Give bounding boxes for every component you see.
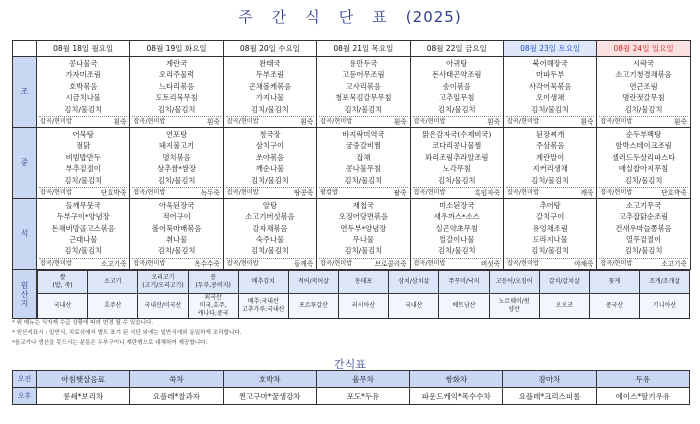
rice-option: 잡곡/현미밥 xyxy=(506,259,539,267)
meal-label xyxy=(13,198,37,269)
title-char: 단 xyxy=(338,8,355,26)
dish-item: 순두부백탕 xyxy=(625,129,662,139)
dish-item: 알탕 xyxy=(262,200,278,210)
porridge-option: 브로콜리죽 xyxy=(374,259,407,268)
dish-item: 계란국 xyxy=(166,59,188,68)
menu-cell xyxy=(130,127,223,198)
weekday-label: 토요일 xyxy=(558,44,581,53)
origin-names xyxy=(38,270,690,293)
rice-row xyxy=(132,187,220,197)
date-header-4 xyxy=(317,41,410,57)
rice-row xyxy=(319,187,407,197)
dish-item: 돈채비망골고스볶음 xyxy=(51,223,115,233)
page-title xyxy=(0,6,700,27)
dish-item: 김치/물김치 xyxy=(64,246,103,256)
dish-item: 들깨무뭇국 xyxy=(65,200,101,210)
weekday-label: 일요일 xyxy=(651,44,674,53)
date-header-1 xyxy=(37,41,130,57)
porridge-option: 야채죽 xyxy=(574,259,594,268)
origin-item-name: 쌀 (밥, 죽) xyxy=(38,270,88,293)
rice-row xyxy=(599,116,687,126)
menu-cell xyxy=(410,57,503,128)
dish-item: 삼치구이 xyxy=(255,141,285,151)
dish-item: 고사리볶음 xyxy=(345,81,381,91)
porridge-option: 흰죽 xyxy=(673,117,687,126)
dish-item: 가자미조림 xyxy=(65,70,101,80)
rice-row xyxy=(506,187,594,197)
dish-item: 김치/물김치 xyxy=(531,104,569,114)
dish-item: 돼지불고기 xyxy=(158,141,195,151)
menu-cell xyxy=(317,198,410,269)
porridge-option: 흰죽 xyxy=(393,117,407,126)
dish-item: 잡채 xyxy=(356,152,371,162)
dish-item: 오징어당면볶음 xyxy=(338,212,389,222)
dish-item: 김치/물김치 xyxy=(64,175,103,185)
origin-values xyxy=(38,293,690,318)
note-line: * 원산지표시 : 일반식, 치료식에서 별도 표기 된 식단 외에는 일반식에와 동일하게 조리합니다. xyxy=(12,330,242,336)
origin-item-value: 배추:국내산 고추가루:국내산 xyxy=(238,293,288,318)
rice-option: 잡곡/현미밥 xyxy=(413,259,446,267)
menu-cell xyxy=(317,57,410,128)
rice-option: 잡곡/현미밥 xyxy=(226,259,259,267)
rice-row xyxy=(413,258,501,268)
dish-item: 사각어묵볶음 xyxy=(529,81,572,91)
origin-table xyxy=(37,270,690,319)
rice-option: 잡곡/현미밥 xyxy=(40,117,72,125)
menu-cell xyxy=(37,198,130,269)
snack-morning-item: 아침햇살음료 xyxy=(37,371,130,388)
rice-row xyxy=(319,116,407,126)
dish-item: 느타리볶음 xyxy=(158,81,195,91)
origin-item-value: 베트남산 xyxy=(439,293,489,318)
snack-table xyxy=(12,370,690,405)
dish-item: 고추잎무침 xyxy=(439,93,475,103)
dish-item: 아욱된장국 xyxy=(158,200,195,210)
meal-label xyxy=(13,127,37,198)
dish-item: 갈치구이 xyxy=(536,212,565,222)
dish-item: 취나물 xyxy=(166,235,188,245)
dish-item: 완태국 xyxy=(259,59,281,68)
dish-item: 돈사태곤약조림 xyxy=(432,70,482,80)
dish-item: 실곤약초무침 xyxy=(435,223,478,233)
dish-item: 시락국 xyxy=(632,59,655,68)
snack-morning-item: 잠마차 xyxy=(503,371,596,388)
porridge-option: 들깨죽 xyxy=(294,259,314,268)
porridge-option: 땅콩죽 xyxy=(294,188,314,197)
origin-item-value: 호주산 xyxy=(88,293,138,318)
date-label: 08월 23일 xyxy=(520,44,557,53)
dish-item: 김치/물김치 xyxy=(251,104,289,114)
meal-label-text: 중 xyxy=(20,158,29,168)
porridge-option: 팥죽 xyxy=(393,188,407,197)
rice-option: 잡곡/현미밥 xyxy=(133,117,166,125)
dish-item: 김치/물김치 xyxy=(437,246,476,256)
dish-item: 김치/물김치 xyxy=(624,104,663,114)
dish-item: 김치/물김치 xyxy=(157,104,196,114)
dish-item: 김치/물김치 xyxy=(251,175,289,185)
origin-row xyxy=(13,269,691,319)
menu-cell xyxy=(597,127,690,198)
title-char: 주 xyxy=(238,8,254,26)
snack-afternoon-item: 요플레*찰과자 xyxy=(130,388,223,405)
title-char: 표 xyxy=(372,8,388,26)
menu-cell xyxy=(503,198,596,269)
rice-option: 잡곡/현미밥 xyxy=(226,188,259,196)
porridge-option: 흰죽 xyxy=(487,117,500,126)
rice-option: 잡곡/현미밥 xyxy=(600,259,633,267)
snack-morning-item: 쑥차 xyxy=(130,371,223,388)
snack-afternoon-item: 롱쇄*보리차 xyxy=(37,388,130,405)
dish-item: 상추쌈*쌈장 xyxy=(157,164,197,174)
rice-option: 잡곡/현미밥 xyxy=(413,188,446,196)
menu-cell xyxy=(597,57,690,128)
snack-morning-label: 오전 xyxy=(13,371,37,388)
origin-label-char: 산 xyxy=(20,289,29,299)
rice-option: 잡곡/현미밥 xyxy=(506,188,539,196)
rice-row xyxy=(413,116,501,126)
porridge-option: 옥수수죽 xyxy=(194,259,220,268)
date-header-2 xyxy=(130,41,223,57)
dish-item: 김치/물김치 xyxy=(344,104,383,114)
dish-item: 새우까스*소스 xyxy=(433,212,480,222)
dish-item: 어묵탕 xyxy=(72,129,94,139)
menu-cell xyxy=(410,198,503,269)
dish-item: 콩나물국 xyxy=(69,59,98,68)
meal-label xyxy=(13,57,37,128)
meal-label-text: 조 xyxy=(20,87,29,97)
dish-item: 맑은감자국(수제비국) xyxy=(422,129,492,139)
rice-row xyxy=(506,258,594,268)
rice-row xyxy=(39,187,127,197)
origin-item-name: 고등어/오징어 xyxy=(489,270,539,293)
dish-item: 미소된장국 xyxy=(439,200,475,210)
rice-row xyxy=(506,116,594,126)
notes xyxy=(12,318,690,348)
origin-label-char: 원 xyxy=(20,280,29,290)
menu-cell xyxy=(223,127,316,198)
origin-item-value: 러시아산 xyxy=(339,293,389,318)
date-label: 08월 22일 xyxy=(426,44,463,53)
weekday-label: 금요일 xyxy=(465,44,487,53)
snack-afternoon-item: 파운드케익*목수수차 xyxy=(410,388,503,405)
snack-morning-item: 쌍화차 xyxy=(410,371,503,388)
origin-item-name: 쭈꾸미/낙지 xyxy=(439,270,489,293)
weekday-label: 목요일 xyxy=(371,44,394,53)
dish-item: 김치/물김치 xyxy=(531,246,569,256)
dish-item: 김치/물김치 xyxy=(157,175,196,185)
dish-item: 곤채볼케볶음 xyxy=(248,81,292,91)
rice-row xyxy=(226,187,314,197)
date-header-5 xyxy=(410,41,503,57)
title-year: (2025) xyxy=(405,8,462,26)
snack-morning-row xyxy=(13,371,690,388)
dish-item: 함박스테이크조림 xyxy=(615,141,672,151)
dish-item: 근대나물 xyxy=(69,235,98,245)
dish-item: 북어해장국 xyxy=(532,59,568,68)
weekday-label: 수요일 xyxy=(278,44,301,53)
dish-item: 셀러드두살리파스타 xyxy=(611,152,676,162)
menu-cell xyxy=(223,57,316,128)
dish-item: 재첩국 xyxy=(352,200,374,210)
dish-item: 꽈리조림추라알조림 xyxy=(425,152,489,162)
dish-item: 두부조림 xyxy=(255,70,285,80)
dish-item: 김치/물김치 xyxy=(624,246,663,256)
snack-afternoon-row xyxy=(13,388,690,405)
snack-afternoon-label: 오후 xyxy=(13,388,37,405)
dish-item: 부추겉절이 xyxy=(65,164,101,174)
origin-item-value: 포르투갈산 xyxy=(288,293,338,318)
dish-item: 가지나물 xyxy=(255,93,285,103)
origin-item-value: 기니아산 xyxy=(640,293,690,318)
origin-item-value: 국내산 xyxy=(389,293,439,318)
snack-afternoon-item: 에이스*딸기우유 xyxy=(596,388,689,405)
porridge-option: 버섯죽 xyxy=(480,259,500,268)
snack-title: 간식표 xyxy=(334,358,366,371)
menu-cell xyxy=(410,127,503,198)
dish-item: 볼어묵마배볶음 xyxy=(151,223,202,233)
origin-item-value: 노르웨이/원 양산 xyxy=(489,293,539,318)
dish-item: 김치/물김치 xyxy=(531,175,569,185)
snack-morning-item: 율무차 xyxy=(316,371,409,388)
dish-item: 깨순나물 xyxy=(255,164,285,174)
weekday-label: 화요일 xyxy=(184,44,207,53)
dish-item: 오리주물럭 xyxy=(158,70,195,80)
dish-item: 얼갈이나물 xyxy=(439,235,475,245)
dish-item: 김치/물김치 xyxy=(251,246,289,256)
date-label: 08월 20일 xyxy=(239,44,276,53)
dish-item: 추어탕 xyxy=(539,200,561,210)
origin-item-name: 배추김치 xyxy=(238,270,288,293)
rice-option: 잡곡/현미밥 xyxy=(133,188,166,196)
origin-label-char: 지 xyxy=(20,298,29,308)
meal-row-1 xyxy=(13,57,691,128)
dish-item: 궁중갈비찜 xyxy=(345,141,381,151)
dish-item: 점닭 xyxy=(76,141,91,151)
dish-item: 송이볶음 xyxy=(442,81,471,91)
menu-cell xyxy=(130,198,223,269)
dish-item: 콩나물무침 xyxy=(345,164,381,174)
porridge-option: 흰죽 xyxy=(580,117,594,126)
title-char: 간 xyxy=(271,8,288,26)
origin-item-name: 적어/적어살 xyxy=(288,270,338,293)
dish-item: 고등어무조림 xyxy=(342,70,385,80)
weekday-label: 월요일 xyxy=(91,44,114,53)
dish-item: 연근조림 xyxy=(629,81,658,91)
dish-item: 애실찹아지무침 xyxy=(618,164,669,174)
porridge-option: 흰죽 xyxy=(300,117,314,126)
origin-item-value: 오오코 xyxy=(539,293,589,318)
origin-item-name: 조개/조개살 xyxy=(640,270,690,293)
dish-item: 주삼볶음 xyxy=(536,141,565,151)
dish-item: 김치/물김치 xyxy=(437,175,476,185)
dish-item: 된장찌개 xyxy=(536,129,565,139)
rice-option: 잡곡/현미밥 xyxy=(600,188,633,196)
menu-cell xyxy=(37,57,130,128)
weekly-menu-table xyxy=(12,40,691,319)
snack-afternoon-item: 찐고구마*꿀생강차 xyxy=(223,388,316,405)
corner-cell xyxy=(13,41,37,57)
rice-option: 잡곡/현미밥 xyxy=(600,117,633,125)
dish-item: 비빔밥만두 xyxy=(65,152,101,162)
dish-item: 소고기버섯볶음 xyxy=(245,212,295,222)
dish-item: 멸치볶음 xyxy=(162,152,191,162)
dish-item: 적어구이 xyxy=(162,212,191,222)
origin-item-name: 꽃게 xyxy=(589,270,639,293)
note-line: *음교가나 생선을 못드시는 분들은 두부구이니 계란행으로 대체하여 제공합니다. xyxy=(12,340,208,346)
origin-item-name: 삼치/삼치살 xyxy=(389,270,439,293)
date-label: 08월 19일 xyxy=(146,44,183,53)
snack-morning-item: 호박차 xyxy=(223,371,316,388)
dish-item: 계란말이 xyxy=(536,152,565,162)
dish-item: 명란젓갈무침 xyxy=(622,93,665,103)
menu-cell xyxy=(223,198,316,269)
origin-item-value: 중국산 xyxy=(589,293,639,318)
date-label: 08월 24일 xyxy=(613,44,650,53)
rice-option: 잡곡/현미밥 xyxy=(226,117,259,125)
origin-cell xyxy=(37,269,691,319)
dish-item: 코다리콩나물찜 xyxy=(432,141,482,151)
dish-item: 김치/물김치 xyxy=(157,246,196,256)
date-header-6 xyxy=(503,41,596,57)
date-label: 08월 18일 xyxy=(53,44,90,53)
porridge-option: 흰죽 xyxy=(207,117,220,126)
rice-option: 잡곡/현미밥 xyxy=(320,259,353,267)
porridge-option: 단호박죽 xyxy=(100,188,127,197)
rice-row xyxy=(39,116,127,126)
rice-row xyxy=(413,187,501,197)
porridge-option: 소고기죽 xyxy=(661,259,687,268)
origin-item-name: 콩 (두부,콩비지) xyxy=(188,270,238,293)
dish-item: 도라지나물 xyxy=(532,235,568,245)
rice-option: 팥칼밥 xyxy=(320,188,339,196)
rice-row xyxy=(132,258,220,268)
dish-item: 소고기무국 xyxy=(625,200,662,210)
date-header-row xyxy=(13,41,691,57)
origin-item-name: 오리고기 (고기/오리고기) xyxy=(138,270,188,293)
origin-label xyxy=(13,269,37,319)
dish-item: 연포탕 xyxy=(166,129,188,139)
dish-item: 오이생채 xyxy=(536,93,565,103)
rice-row xyxy=(319,258,407,268)
dish-item: 고추잡닭순조림 xyxy=(618,212,669,222)
rice-option: 잡곡/현미밥 xyxy=(413,117,446,125)
snack-afternoon-item: 포도*두유 xyxy=(316,388,409,405)
rice-option: 잡곡/현미밥 xyxy=(40,188,72,196)
date-header-3 xyxy=(223,41,316,57)
porridge-option: 단호박죽 xyxy=(661,188,687,197)
origin-item-name: 동태포 xyxy=(339,270,389,293)
meal-label-text: 석 xyxy=(20,229,29,239)
dish-item: 용만두국 xyxy=(349,59,378,68)
dish-item: 건새우마늘쫑볶음 xyxy=(615,223,672,233)
dish-item: 바지락미역국 xyxy=(342,129,385,139)
origin-item-value: 외국산 미국,호주, 캐나다,중국 xyxy=(188,293,238,318)
dish-item: 무나물 xyxy=(352,235,374,245)
rice-row xyxy=(599,187,687,197)
rice-option: 잡곡/현미밥 xyxy=(320,117,353,125)
date-header-7 xyxy=(597,41,690,57)
title-char: 식 xyxy=(305,8,321,26)
dish-item: 김치/물김치 xyxy=(437,104,476,114)
dish-item: 소고기청경채볶음 xyxy=(615,70,672,80)
dish-item: 시금치나물 xyxy=(65,93,101,103)
rice-option: 잡곡/현미밥 xyxy=(133,259,166,267)
dish-item: 쏘야볶음 xyxy=(255,152,285,162)
snack-morning-item: 두유 xyxy=(596,371,689,388)
dish-item: 김치/물김치 xyxy=(344,246,383,256)
note-line: * 위 메뉴는 식자재 수급 상황에 따라 변경 될 수 있습니다. xyxy=(12,320,154,326)
menu-cell xyxy=(317,127,410,198)
dish-item: 유엉채조림 xyxy=(532,223,568,233)
origin-item-name: 갈치/갈치살 xyxy=(539,270,589,293)
dish-item: 청포묵김갈무무침 xyxy=(335,93,392,103)
porridge-option: 흰죽 xyxy=(113,117,127,126)
origin-item-name: 소고기 xyxy=(88,270,138,293)
rice-row xyxy=(226,258,314,268)
dish-item: 열무겉절이 xyxy=(625,235,662,245)
dish-item: 감자채볶음 xyxy=(252,223,288,233)
dish-item: 지커리생채 xyxy=(532,164,568,174)
origin-item-value: 국내산/미국산 xyxy=(138,293,188,318)
rice-option: 잡곡/현미밥 xyxy=(40,259,72,267)
menu-cell xyxy=(37,127,130,198)
dish-item: 김치/물김치 xyxy=(344,175,383,185)
rice-row xyxy=(132,116,220,126)
dish-item: 두부구이*양념장 xyxy=(56,212,110,222)
rice-row xyxy=(39,258,127,268)
menu-cell xyxy=(597,198,690,269)
meal-row-3 xyxy=(13,198,691,269)
porridge-option: 흑임자죽 xyxy=(474,188,500,197)
dish-item: 김치/물김치 xyxy=(624,175,663,185)
porridge-option: 소고기죽 xyxy=(100,259,127,268)
dish-item: 김치/물김치 xyxy=(64,104,103,114)
dish-item: 숙주나물 xyxy=(255,235,285,245)
dish-item: 아귀탕 xyxy=(446,59,468,68)
dish-item: 연두부*양념장 xyxy=(340,223,387,233)
rice-option: 잡곡/현미밥 xyxy=(506,117,539,125)
menu-cell xyxy=(503,127,596,198)
menu-cell xyxy=(130,57,223,128)
dish-item: 호박볶음 xyxy=(69,81,98,91)
dish-item: 도토리묵무침 xyxy=(155,93,198,103)
menu-cell xyxy=(503,57,596,128)
dish-item: 청국장 xyxy=(259,129,281,139)
snack-afternoon-item: 요플레*크리스피롤 xyxy=(503,388,596,405)
porridge-option: 깨죽 xyxy=(580,188,594,197)
date-label: 08월 21일 xyxy=(333,44,370,53)
dish-item: 노각무침 xyxy=(442,164,471,174)
origin-item-value: 국내산 xyxy=(38,293,88,318)
dish-item: 마파두부 xyxy=(536,70,565,80)
rice-row xyxy=(599,258,687,268)
rice-row xyxy=(226,116,314,126)
meal-row-2 xyxy=(13,127,691,198)
porridge-option: 녹두죽 xyxy=(200,188,220,197)
